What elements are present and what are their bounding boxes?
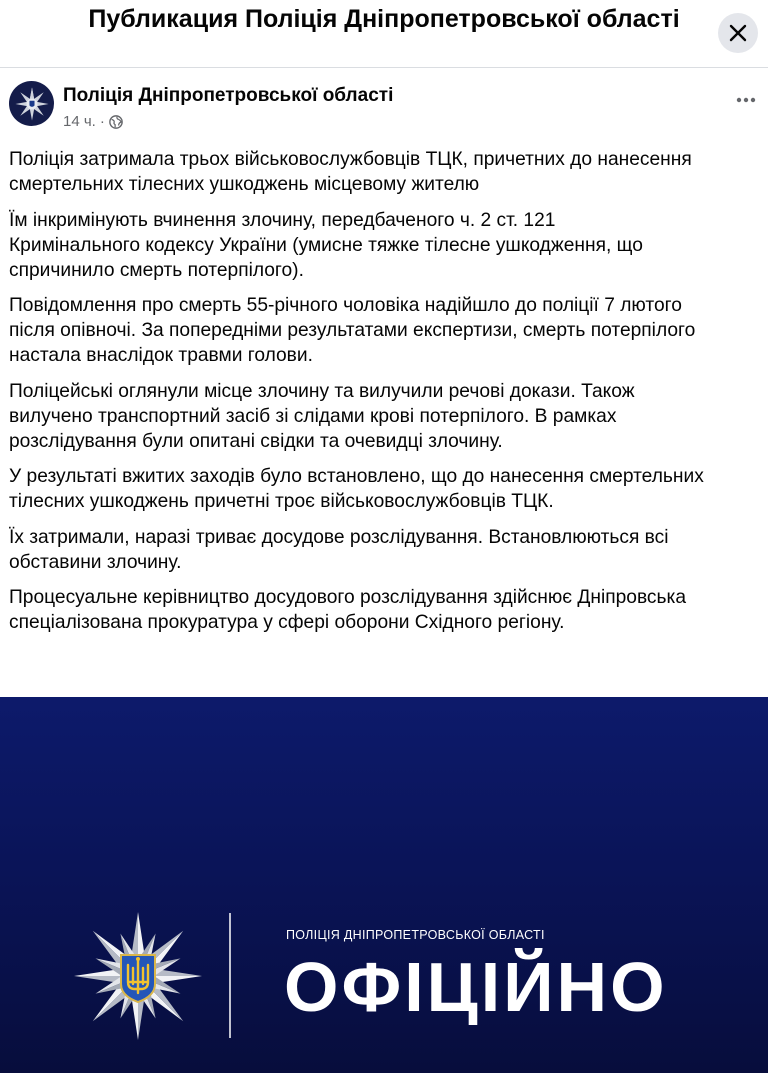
post-header [0, 68, 768, 140]
more-options-button[interactable] [734, 88, 758, 112]
post-paragraph: Процесуальне керівництво досудового розслідування здійснює Дніпровська спеціалізована прокуратура у сфері оборони Східного регіону. [9, 587, 687, 633]
post-paragraph: Їх затримали, наразі триває досудове розслідування. Встановлюються всі обставини злочину. [9, 526, 669, 573]
close-icon [729, 24, 747, 42]
post-author[interactable]: Поліція Дніпропетровської області [63, 85, 394, 106]
post-time[interactable]: 14 ч. [63, 113, 96, 130]
globe-icon [109, 115, 123, 129]
post-paragraph: У результаті вжитих заходів було встановлено, що до нанесення смертельних тілесних ушкоджень причетні троє військовослужбовців ТЦК. [9, 466, 704, 512]
modal-title: Публикация Поліція Дніпропетровської області [88, 5, 680, 33]
post-text [9, 147, 765, 646]
avatar[interactable] [9, 81, 54, 126]
post-paragraph: Їм інкримінують вчинення злочину, передбаченого ч. 2 ст. 121 Кримінального кодексу України (умисне тяжке тілесне ушкодження, що спричинило смерть потерпілого). [9, 209, 643, 281]
post-paragraph: Поліцейські оглянули місце злочину та вилучили речові докази. Також вилучено транспортний засіб зі слідами крові потерпілого. В рамках розслідування були опитані свідки та очевидці злочину. [9, 380, 635, 452]
post-paragraph: Повідомлення про смерть 55-річного чоловіка надійшло до поліції 7 лютого після опівночі. За попередніми результатами експертизи, смерть потерпілого настала внаслідок травми голови. [9, 295, 696, 366]
banner-org-name: ПОЛІЦІЯ ДНІПРОПЕТРОВСЬКОЇ ОБЛАСТІ [286, 928, 545, 942]
close-button[interactable] [718, 13, 758, 53]
meta-separator: · [99, 113, 105, 130]
police-star-icon [14, 86, 50, 122]
post-meta [63, 113, 123, 130]
more-options-icon [736, 97, 756, 103]
post-paragraph: Поліція затримала трьох військовослужбовців ТЦК, причетних до нанесення смертельних тілесних ушкоджень місцевому жителю [9, 149, 692, 195]
police-star-icon [72, 910, 204, 1042]
banner-divider [229, 913, 231, 1038]
banner-official-text: ОФІЦІЙНО [284, 948, 668, 1026]
post-image[interactable] [0, 697, 768, 1073]
modal-header [0, 0, 768, 68]
